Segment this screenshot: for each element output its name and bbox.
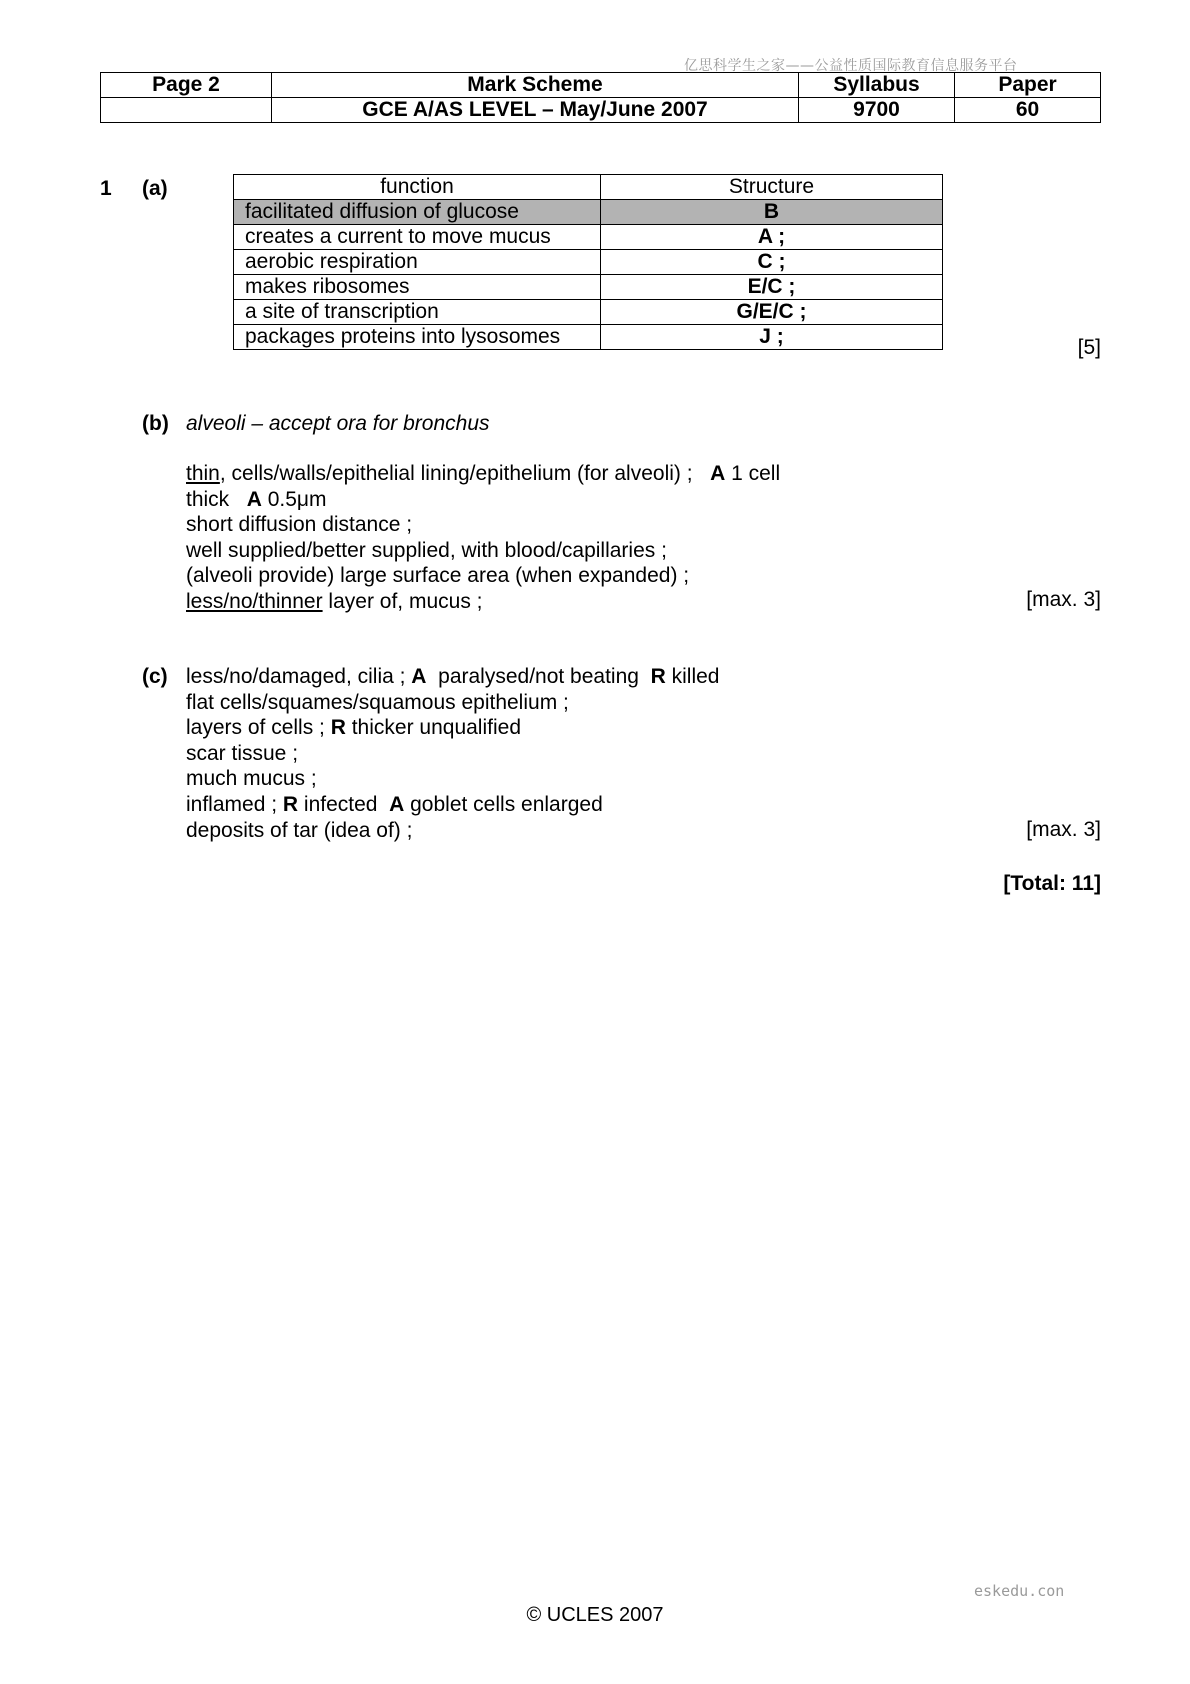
accept-marker: A (710, 462, 726, 485)
accept-marker: A (411, 665, 427, 688)
answer-text: killed (665, 665, 720, 688)
answer-line: scar tissue ; (186, 741, 299, 765)
table-row (234, 275, 943, 300)
answer-line: well supplied/better supplied, with blood/capillaries ; (186, 538, 667, 562)
function-cell: facilitated diffusion of glucose (234, 200, 601, 225)
part-a-marks: [5] (1077, 336, 1101, 359)
answer-text: infected (298, 792, 390, 816)
part-b-intro: alveoli – accept ora for bronchus (186, 412, 490, 435)
paper-code: 60 (955, 98, 1101, 123)
accept-marker: A (389, 792, 405, 816)
reject-marker: R (330, 716, 346, 740)
syllabus-label: Syllabus (799, 73, 955, 98)
table-row (234, 325, 943, 350)
function-header: function (234, 175, 601, 200)
header-empty-cell (101, 98, 272, 123)
table-row (234, 200, 943, 225)
function-cell: makes ribosomes (234, 275, 601, 300)
structure-cell: A ; (601, 225, 943, 250)
table-row (234, 300, 943, 325)
answer-text: 0.5μm (261, 487, 327, 511)
function-cell: packages proteins into lysosomes (234, 325, 601, 350)
structure-cell: J ; (601, 325, 943, 350)
syllabus-code: 9700 (799, 98, 955, 123)
underlined-text: less/no/thinner (186, 589, 323, 613)
footer-copyright: © UCLES 2007 (526, 1604, 664, 1626)
part-b-label: (b) (142, 412, 169, 435)
page-number: Page 2 (101, 73, 272, 98)
answer-line (186, 664, 720, 690)
answer-table (233, 174, 943, 350)
exam-title: GCE A/AS LEVEL – May/June 2007 (272, 98, 799, 123)
part-c-marks: [max. 3] (1026, 818, 1101, 841)
scheme-title: Mark Scheme (272, 73, 799, 98)
structure-cell: C ; (601, 250, 943, 275)
accept-marker: A (246, 487, 262, 511)
function-cell: a site of transcription (234, 300, 601, 325)
watermark-top: 亿思科学生之家——公益性质国际教育信息服务平台 (684, 58, 1018, 74)
answer-line: short diffusion distance ; (186, 513, 413, 537)
structure-cell: G/E/C ; (601, 300, 943, 325)
structure-cell: B (601, 200, 943, 225)
header-table (100, 72, 1101, 123)
answer-line: flat cells/squames/squamous epithelium ; (186, 690, 569, 714)
answer-table-header (234, 175, 943, 200)
answer-line (186, 715, 720, 741)
part-c-label: (c) (142, 665, 168, 688)
answer-line (186, 461, 780, 487)
function-cell: aerobic respiration (234, 250, 601, 275)
question-number: 1 (100, 177, 112, 200)
part-c-answers (186, 664, 720, 843)
total-marks: [Total: 11] (1003, 872, 1101, 895)
part-b-marks: [max. 3] (1026, 588, 1101, 611)
answer-line: much mucus ; (186, 767, 317, 791)
answer-text: thicker unqualified (345, 716, 521, 740)
structure-header: Structure (601, 175, 943, 200)
answer-text: layers of cells ; (186, 716, 331, 740)
answer-line (186, 487, 780, 513)
reject-marker: R (282, 792, 299, 816)
answer-text: paralysed/not beating (426, 665, 651, 688)
answer-text: 1 cell (725, 462, 781, 485)
answer-line: deposits of tar (idea of) ; (186, 818, 413, 842)
reject-marker: R (650, 665, 666, 688)
answer-text: , cells/walls/epithelial lining/epithelium (for alveoli) ; (219, 462, 711, 485)
watermark-bottom: eskedu.con (974, 1582, 1065, 1600)
answer-text: goblet cells enlarged (404, 792, 603, 816)
paper-label: Paper (955, 73, 1101, 98)
answer-line (186, 792, 720, 818)
part-a-label: (a) (142, 177, 168, 200)
answer-text: layer of, mucus ; (322, 589, 483, 613)
structure-cell: E/C ; (601, 275, 943, 300)
answer-text: inflamed ; (186, 792, 283, 816)
answer-text: thick (186, 487, 247, 511)
part-b-answers (186, 461, 780, 615)
table-row (234, 225, 943, 250)
table-row (234, 250, 943, 275)
function-cell: creates a current to move mucus (234, 225, 601, 250)
answer-line (186, 589, 780, 615)
answer-line: (alveoli provide) large surface area (when expanded) ; (186, 564, 690, 588)
answer-text: less/no/damaged, cilia ; (186, 665, 412, 688)
underlined-text: thin (186, 462, 220, 485)
